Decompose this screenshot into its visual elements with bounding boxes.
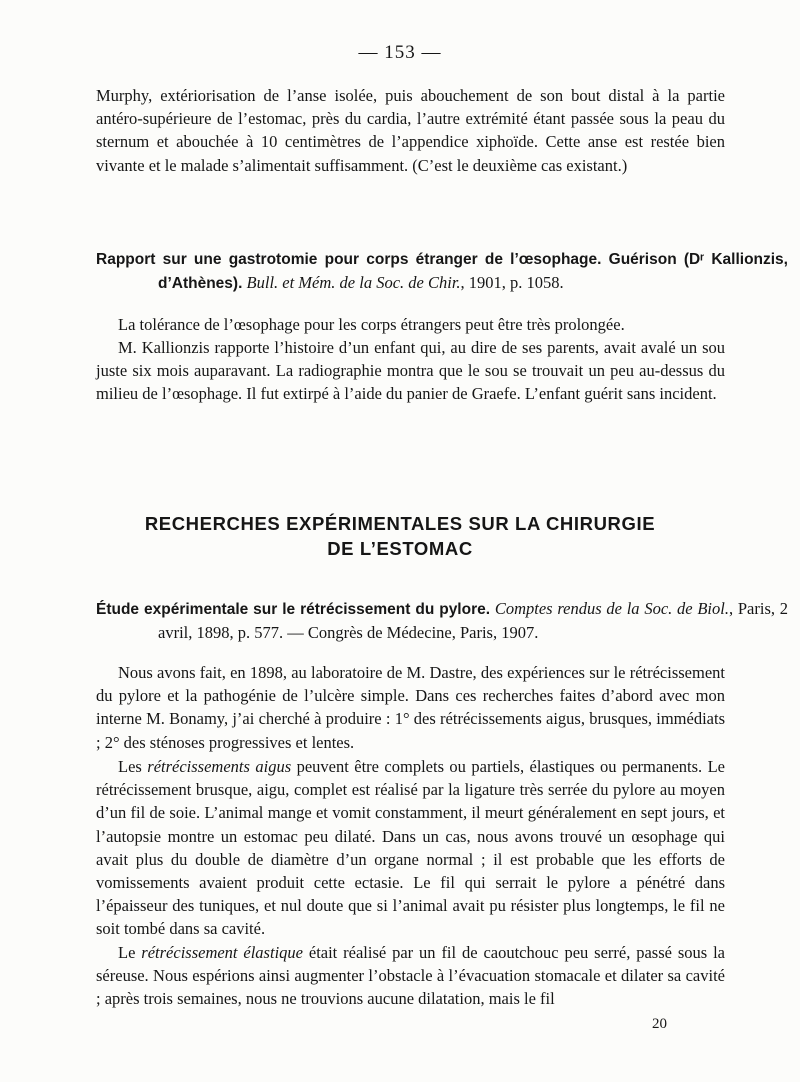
- paragraph-aigus: [96, 755, 725, 941]
- reference-title: Étude expérimentale sur le rétrécissement du pylore.: [96, 601, 491, 618]
- paragraph-dastre: Nous avons fait, en 1898, au laboratoire de M. Dastre, des expériences sur le rétrécissement du pylore et la pathogénie de l’ulcère simple. Dans ces recherches faites d’abord avec mon interne M. Bonamy, j’ai cherché à produire : 1° des rétrécissements aigus, brusques, immédiats ; 2° des sténoses progressives et lentes.: [96, 663, 725, 752]
- paragraph-kallionzis: M. Kallionzis rapporte l’histoire d’un enfant qui, au dire de ses parents, avait avalé un sou juste six mois auparavant. La radiographie montra que le sou se trouvait un peu au-dessus du milieu de l’œsophage. Il fut extirpé à l’aide du panier de Graefe. L’enfant guérit sans incident.: [96, 338, 725, 404]
- reference-gastrotomie: [96, 247, 788, 295]
- signature-mark: 20: [652, 1016, 667, 1032]
- reference-details: , 1901, p. 1058.: [460, 273, 564, 293]
- section-title: [0, 511, 800, 561]
- reference-title: Rapport sur une gastrotomie pour corps étranger de l’œsophage. Guérison (Dʳ Kallionzis, d’Athènes).: [96, 251, 788, 293]
- paragraph-tolerance: La tolérance de l’œsophage pour les corps étrangers peut être très prolongée.: [118, 315, 625, 334]
- page-number: — 153 —: [358, 42, 442, 63]
- text-rest: était réalisé par un fil de caoutchouc peu serré, passé sous la séreuse. Nous espérions ainsi augmenter l’obstacle à l’évacuation stomacale et dilater sa cavité ; après trois semaines, nous ne trouvions aucune dilatation, mais le fil: [96, 943, 726, 1009]
- section-title-line2: DE L’ESTOMAC: [327, 538, 473, 559]
- reference-journal: Bull. et Mém. de la Soc. de Chir.: [246, 273, 461, 293]
- text-lead: Le: [118, 943, 142, 962]
- text-rest: peuvent être complets ou partiels, élastiques ou permanents. Le rétrécissement brusque, aigu, complet est réalisé par la ligature très serrée du pylore au moyen d’un fil de soie. L’animal mange et vomit constamment, il meurt généralement en sept jours, et l’autopsie montre un estomac peu dilaté. Dans un cas, nous avons trouvé un œsophage qui avait plus du double de diamètre d’un organe normal ; il est probable que les efforts de vomissements avaient produit cette ectasie. Le fil qui serrait le pylore a pénétré dans l’épaisseur des tuniques, et nul doute que si l’animal avait pu résister plus longtemps, le fil ne soit tombé dans sa cavité.: [96, 757, 725, 939]
- reference-pylore: [96, 597, 788, 644]
- paragraph-elastique: [96, 941, 725, 1011]
- text-lead: Les: [118, 757, 148, 776]
- reference-details: , Paris, 2 avril, 1898, p. 577. — Congrès de Médecine, Paris, 1907.: [158, 599, 789, 643]
- emphasis: rétrécissement élastique: [141, 943, 303, 962]
- paragraph-murphy: Murphy, extériorisation de l’anse isolée, puis abouchement de son bout distal à la partie antéro-supérieure de l’estomac, près du cardia, l’autre extrémité étant passée sous la peau du sternum et abouchée à 10 centimètres de l’appendice xiphoïde. Cette anse est restée bien vivante et le malade s’alimentait suffisamment. (C’est le deuxième cas existant.): [96, 86, 725, 175]
- emphasis: rétrécissements aigus: [147, 757, 292, 776]
- reference-journal: Comptes rendus de la Soc. de Biol.: [494, 599, 729, 618]
- section-title-line1: RECHERCHES EXPÉRIMENTALES SUR LA CHIRURGIE: [144, 513, 656, 534]
